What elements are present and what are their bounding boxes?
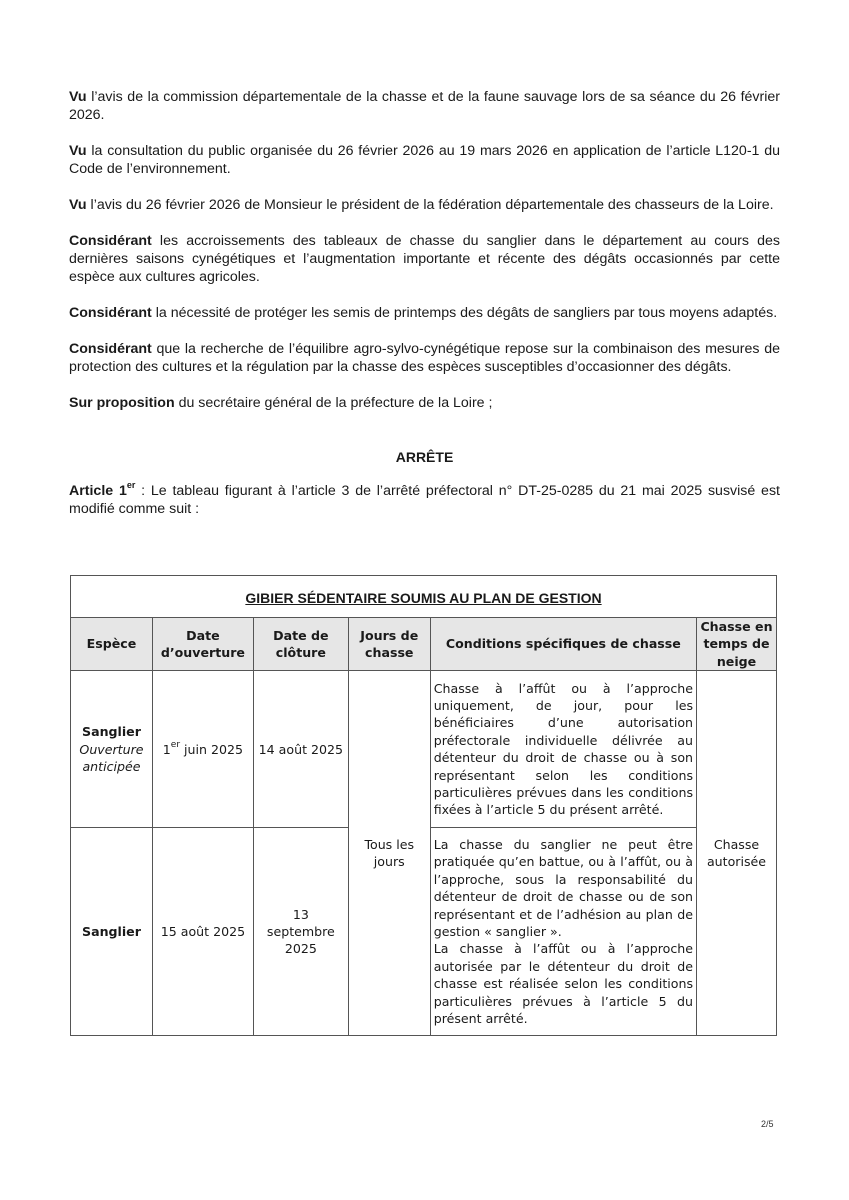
header-conditions: Conditions spécifiques de chasse (430, 618, 696, 671)
species-cell: Sanglier (71, 828, 153, 1036)
page-number: 2/5 (761, 1119, 774, 1129)
table-title-row (71, 576, 777, 618)
hunting-days-cell: Tous les jours (348, 671, 430, 1036)
considerant-paragraph-1: Considérant les accroissements des tableaux de chasse du sanglier dans le département au cours des dernières saisons cynégétiques et l’augmentation importante et récente des dégâts occasionnés par cette espèce aux cultures agricoles. (69, 233, 780, 285)
closing-date-cell: 14 août 2025 (253, 671, 348, 828)
table-title: GIBIER SÉDENTAIRE SOUMIS AU PLAN DE GESTION (71, 576, 777, 618)
vu-paragraph-1: Vu l’avis de la commission départementale de la chasse et de la faune sauvage lors de sa séance du 26 février 2026. (69, 89, 780, 123)
header-closing-date: Date de clôture (253, 618, 348, 671)
header-snow: Chasse en temps de neige (697, 618, 777, 671)
header-hunting-days: Jours de chasse (348, 618, 430, 671)
species-note: Ouverture anticipée (79, 741, 144, 774)
vu-paragraph-2: Vu la consultation du public organisée du 26 février 2026 au 19 mars 2026 en application de l’article L120-1 du Code de l’environnement. (69, 143, 780, 177)
table-header-row (71, 618, 777, 671)
snow-cell: Chasse autorisée (697, 671, 777, 1036)
conditions-cell: La chasse du sanglier ne peut être pratiquée qu’en battue, ou à l’affût, ou à l’approche, sous la responsabilité du détenteur de droit de chasse ou de son représentant et de l’adhésion au plan de gestion « sanglier ». La chasse à l’affût ou à l’approche autorisée par le détenteur du droit de chasse est réalisée selon les conditions particulières prévues à l’article 5 du présent arrêté. (430, 828, 696, 1036)
species-cell: Sanglier Ouverture anticipée (71, 671, 153, 828)
header-opening-date: Date d’ouverture (152, 618, 253, 671)
header-species: Espèce (71, 618, 153, 671)
opening-date-cell: 15 août 2025 (152, 828, 253, 1036)
proposition-paragraph: Sur proposition du secrétaire général de la préfecture de la Loire ; (69, 395, 493, 411)
considerant-paragraph-3: Considérant que la recherche de l’équilibre agro-sylvo-cynégétique repose sur la combinaison des mesures de protection des cultures et la régulation par la chasse des espèces susceptibles d’occasionner des dégâts. (69, 341, 780, 375)
vu-paragraph-3: Vu l’avis du 26 février 2026 de Monsieur le président de la fédération départementale des chasseurs de la Loire. (69, 197, 774, 213)
conditions-cell: Chasse à l’affût ou à l’approche uniquement, de jour, pour les bénéficiaires d’une autorisation préfectorale individuelle délivrée au détenteur du droit de chasse ou à son représentant selon les conditions particulières prévues dans les conditions fixées à l’article 5 du présent arrêté. (430, 671, 696, 828)
gibier-table (70, 575, 777, 1036)
article-1: Article 1er : Le tableau figurant à l’article 3 de l’arrêté préfectoral n° DT-25-0285 du 21 mai 2025 susvisé est modifié comme suit : (69, 480, 780, 517)
considerant-paragraph-2: Considérant la nécessité de protéger les semis de printemps des dégâts de sangliers par tous moyens adaptés. (69, 305, 778, 321)
closing-date-cell: 13 septembre 2025 (253, 828, 348, 1036)
arrete-heading: ARRÊTE (395, 449, 454, 465)
document-body (69, 88, 780, 535)
table-row (71, 671, 777, 828)
opening-date-cell: 1er juin 2025 (152, 671, 253, 828)
